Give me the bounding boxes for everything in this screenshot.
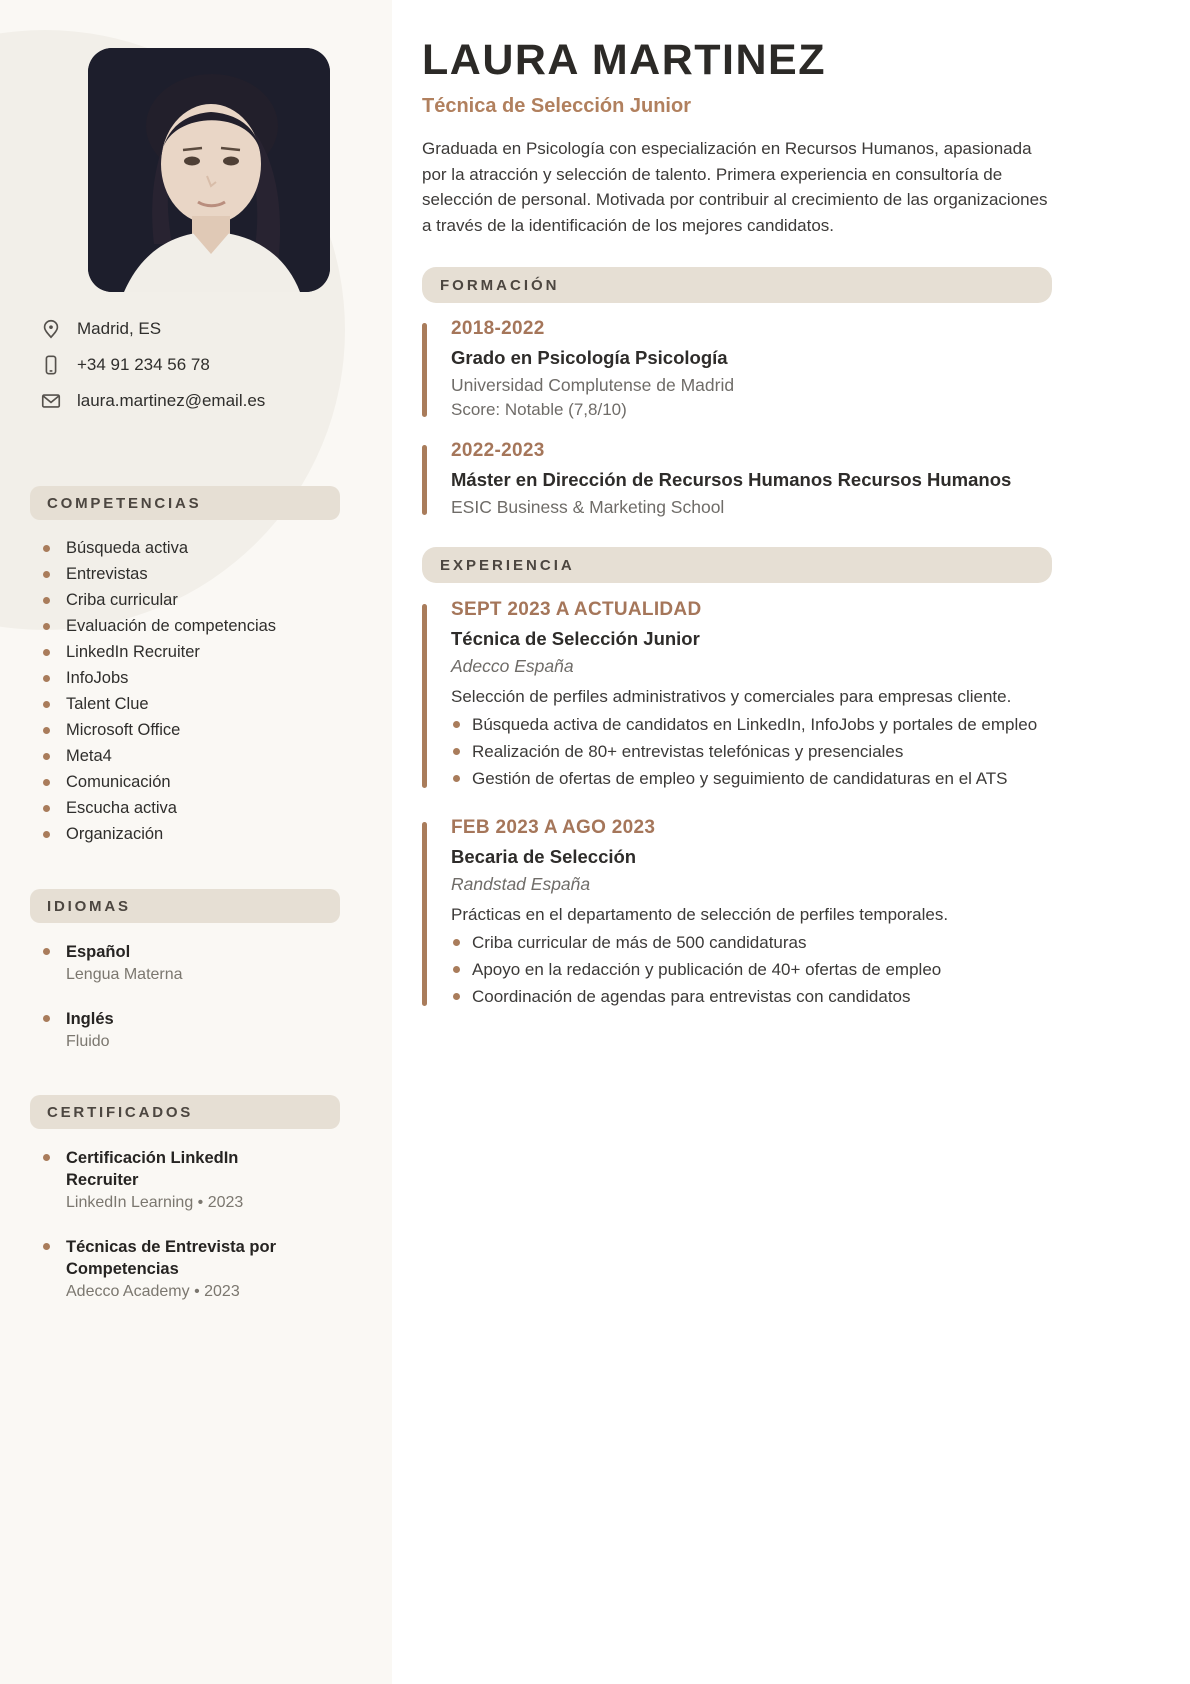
experience-role: Técnica de Selección Junior — [451, 628, 700, 649]
envelope-icon — [40, 390, 62, 412]
experience-period: SEPT 2023 A ACTUALIDAD — [451, 599, 702, 620]
education-school: Universidad Complutense de Madrid — [451, 375, 735, 395]
education-degree: Máster en Dirección de Recursos Humanos Recursos Humanos — [451, 469, 1012, 490]
language-level: Lengua Materna — [66, 966, 183, 983]
certificate-item — [43, 1236, 392, 1303]
experience-company: Randstad España — [451, 874, 591, 894]
experience-bullet: Gestión de ofertas de empleo y seguimiento de candidaturas en el ATS — [451, 766, 1052, 791]
language-name: Inglés — [66, 1010, 114, 1028]
certificate-issuer: Adecco Academy • 2023 — [66, 1283, 240, 1300]
experience-period: FEB 2023 A AGO 2023 — [451, 817, 656, 838]
profile-summary: Graduada en Psicología con especialización en Recursos Humanos, apasionada por la atracción y selección de talento. Primera experiencia en consultoría de selección de personal. Motivada por contribuir al crecimiento de las organizaciones a través de la identificación de los mejores candidatos. — [422, 139, 1048, 235]
education-score: Score: Notable (7,8/10) — [451, 400, 627, 419]
skill-item: InfoJobs — [43, 665, 392, 691]
skill-item: Entrevistas — [43, 561, 392, 587]
section-header-experiencia: EXPERIENCIA — [422, 547, 1052, 583]
certificados-list — [43, 1147, 392, 1303]
skill-item: Evaluación de competencias — [43, 613, 392, 639]
contact-location-text: Madrid, ES — [77, 319, 162, 338]
education-period: 2018-2022 — [451, 318, 545, 339]
contact-block — [40, 318, 392, 412]
skill-item: Búsqueda activa — [43, 535, 392, 561]
contact-phone-text: +34 91 234 56 78 — [77, 355, 210, 374]
idiomas-list — [43, 941, 392, 1053]
experience-bullet: Realización de 80+ entrevistas telefónicas y presenciales — [451, 739, 1052, 764]
profile-photo — [88, 48, 330, 292]
section-header-formacion: FORMACIÓN — [422, 267, 1052, 303]
skill-item: Organización — [43, 821, 392, 847]
skill-item: Escucha activa — [43, 795, 392, 821]
skill-item: Criba curricular — [43, 587, 392, 613]
experience-bullet: Criba curricular de más de 500 candidaturas — [451, 930, 1052, 955]
competencias-list — [43, 535, 392, 847]
experience-description: Prácticas en el departamento de selección de perfiles temporales. — [451, 905, 949, 924]
person-name: LAURA MARTINEZ — [422, 36, 826, 84]
certificate-name: Técnicas de Entrevista por Competencias — [66, 1238, 276, 1278]
education-entry — [422, 440, 1052, 518]
experience-entry — [422, 817, 1052, 1009]
experience-bullet: Coordinación de agendas para entrevistas con candidatos — [451, 984, 1052, 1009]
contact-email — [40, 390, 392, 412]
certificate-name: Certificación LinkedIn Recruiter — [66, 1149, 239, 1189]
experience-bullet: Búsqueda activa de candidatos en LinkedIn, InfoJobs y portales de empleo — [451, 712, 1052, 737]
experience-bullet-list — [451, 712, 1052, 791]
person-job-title: Técnica de Selección Junior — [422, 95, 691, 117]
section-header-competencias: COMPETENCIAS — [30, 486, 340, 520]
skill-item: Meta4 — [43, 743, 392, 769]
language-name: Español — [66, 943, 131, 961]
experience-description: Selección de perfiles administrativos y comerciales para empresas cliente. — [451, 687, 1012, 706]
language-item — [43, 941, 392, 986]
education-school: ESIC Business & Marketing School — [451, 497, 725, 517]
experience-bullet: Apoyo en la redacción y publicación de 40+ ofertas de empleo — [451, 957, 1052, 982]
map-pin-icon — [40, 318, 62, 340]
experience-company: Adecco España — [451, 656, 574, 676]
section-header-idiomas: IDIOMAS — [30, 889, 340, 923]
contact-location — [40, 318, 392, 340]
experience-entry — [422, 599, 1052, 791]
sidebar — [0, 0, 392, 1684]
certificate-item — [43, 1147, 392, 1214]
experience-role: Becaria de Selección — [451, 846, 637, 867]
section-header-certificados: CERTIFICADOS — [30, 1095, 340, 1129]
skill-item: Comunicación — [43, 769, 392, 795]
language-level: Fluido — [66, 1033, 110, 1050]
experience-bullet-list — [451, 930, 1052, 1009]
contact-phone — [40, 354, 392, 376]
language-item — [43, 1008, 392, 1053]
portrait-illustration — [88, 48, 330, 292]
skill-item: LinkedIn Recruiter — [43, 639, 392, 665]
education-entry — [422, 318, 1052, 420]
smartphone-icon — [40, 354, 62, 376]
skill-item: Microsoft Office — [43, 717, 392, 743]
main-column — [392, 0, 1190, 1684]
education-period: 2022-2023 — [451, 440, 545, 461]
certificate-issuer: LinkedIn Learning • 2023 — [66, 1194, 244, 1211]
contact-email-text: laura.martinez@email.es — [77, 391, 266, 410]
education-degree: Grado en Psicología Psicología — [451, 347, 728, 368]
skill-item: Talent Clue — [43, 691, 392, 717]
